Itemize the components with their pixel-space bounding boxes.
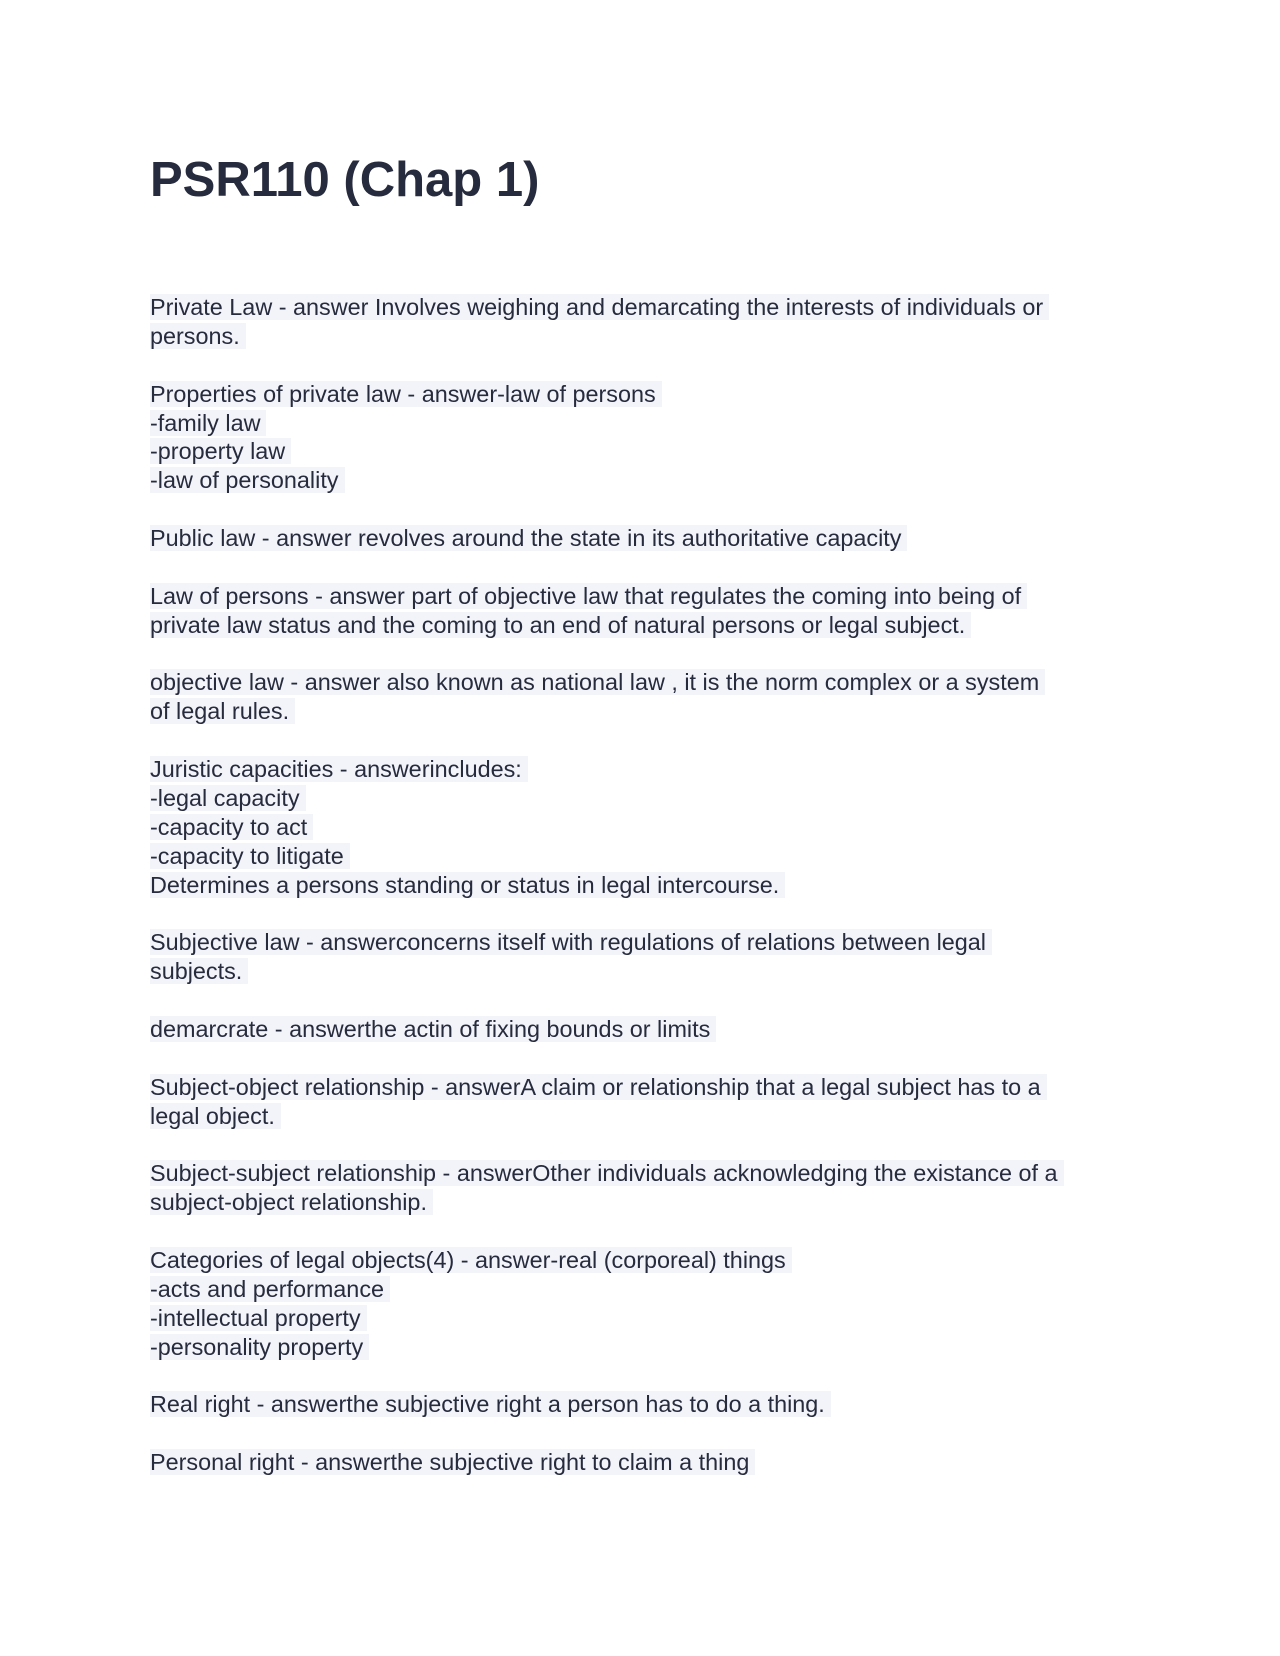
- entry-continuation-line: [150, 611, 1140, 640]
- highlighted-text: Categories of legal objects(4) - answer-real (corporeal) things: [150, 1247, 792, 1273]
- highlighted-text: private law status and the coming to an end of natural persons or legal subject.: [150, 612, 971, 638]
- flashcard-entry: [150, 668, 1140, 726]
- entry-continuation-line: [150, 1304, 1140, 1333]
- entry-term-line: [150, 1159, 1140, 1188]
- highlighted-text: Law of persons - answer part of objective law that regulates the coming into being of: [150, 583, 1027, 609]
- highlighted-text: -capacity to act: [150, 814, 313, 840]
- entry-term-line: [150, 582, 1140, 611]
- page-title: PSR110 (Chap 1): [150, 153, 540, 207]
- entry-continuation-line: [150, 322, 1140, 351]
- entry-continuation-line: [150, 784, 1140, 813]
- flashcard-entry: [150, 1246, 1140, 1362]
- highlighted-text: -legal capacity: [150, 785, 306, 811]
- highlighted-text: subject-object relationship.: [150, 1189, 433, 1215]
- entry-term-line: [150, 524, 1140, 553]
- highlighted-text: Subjective law - answerconcerns itself with regulations of relations between legal: [150, 929, 992, 955]
- entry-continuation-line: [150, 1275, 1140, 1304]
- flashcard-entry: [150, 928, 1140, 986]
- flashcard-entry: [150, 524, 1140, 553]
- highlighted-text: -acts and performance: [150, 1276, 390, 1302]
- entry-continuation-line: [150, 957, 1140, 986]
- entry-continuation-line: [150, 1333, 1140, 1362]
- flashcard-entry: [150, 1390, 1140, 1419]
- entry-continuation-line: [150, 1188, 1140, 1217]
- entry-term-line: [150, 1073, 1140, 1102]
- entry-continuation-line: [150, 871, 1140, 900]
- highlighted-text: legal object.: [150, 1103, 281, 1129]
- entry-continuation-line: [150, 1102, 1140, 1131]
- entry-continuation-line: [150, 409, 1140, 438]
- highlighted-text: demarcrate - answerthe actin of fixing bounds or limits: [150, 1016, 716, 1042]
- highlighted-text: Private Law - answer Involves weighing and demarcating the interests of individuals or: [150, 294, 1049, 320]
- highlighted-text: Real right - answerthe subjective right a person has to do a thing.: [150, 1391, 831, 1417]
- entry-continuation-line: [150, 466, 1140, 495]
- entry-continuation-line: [150, 842, 1140, 871]
- entry-continuation-line: [150, 697, 1140, 726]
- highlighted-text: -law of personality: [150, 467, 345, 493]
- flashcard-entry: [150, 582, 1140, 640]
- entry-continuation-line: [150, 437, 1140, 466]
- highlighted-text: Public law - answer revolves around the state in its authoritative capacity: [150, 525, 907, 551]
- entry-term-line: [150, 1246, 1140, 1275]
- entry-continuation-line: [150, 813, 1140, 842]
- entry-term-line: [150, 1390, 1140, 1419]
- flashcard-entry: [150, 755, 1140, 900]
- highlighted-text: -personality property: [150, 1334, 369, 1360]
- flashcard-entry: [150, 293, 1140, 351]
- entry-term-line: [150, 668, 1140, 697]
- highlighted-text: of legal rules.: [150, 698, 295, 724]
- highlighted-text: Properties of private law - answer-law of persons: [150, 381, 662, 407]
- highlighted-text: Determines a persons standing or status in legal intercourse.: [150, 872, 785, 898]
- entry-term-line: [150, 928, 1140, 957]
- highlighted-text: Personal right - answerthe subjective right to claim a thing: [150, 1449, 755, 1475]
- highlighted-text: -property law: [150, 438, 291, 464]
- flashcard-entry: [150, 1073, 1140, 1131]
- highlighted-text: -intellectual property: [150, 1305, 367, 1331]
- entry-term-line: [150, 1015, 1140, 1044]
- document-body: [150, 293, 1140, 1506]
- flashcard-entry: [150, 1448, 1140, 1477]
- flashcard-entry: [150, 380, 1140, 496]
- entry-term-line: [150, 380, 1140, 409]
- highlighted-text: Subject-object relationship - answerA claim or relationship that a legal subject has to a: [150, 1074, 1047, 1100]
- highlighted-text: Juristic capacities - answerincludes:: [150, 756, 528, 782]
- highlighted-text: persons.: [150, 323, 246, 349]
- entry-term-line: [150, 755, 1140, 784]
- highlighted-text: -family law: [150, 410, 266, 436]
- flashcard-entry: [150, 1015, 1140, 1044]
- highlighted-text: objective law - answer also known as national law , it is the norm complex or a system: [150, 669, 1045, 695]
- highlighted-text: subjects.: [150, 958, 248, 984]
- entry-term-line: [150, 1448, 1140, 1477]
- flashcard-entry: [150, 1159, 1140, 1217]
- highlighted-text: -capacity to litigate: [150, 843, 350, 869]
- entry-term-line: [150, 293, 1140, 322]
- highlighted-text: Subject-subject relationship - answerOther individuals acknowledging the existance of a: [150, 1160, 1064, 1186]
